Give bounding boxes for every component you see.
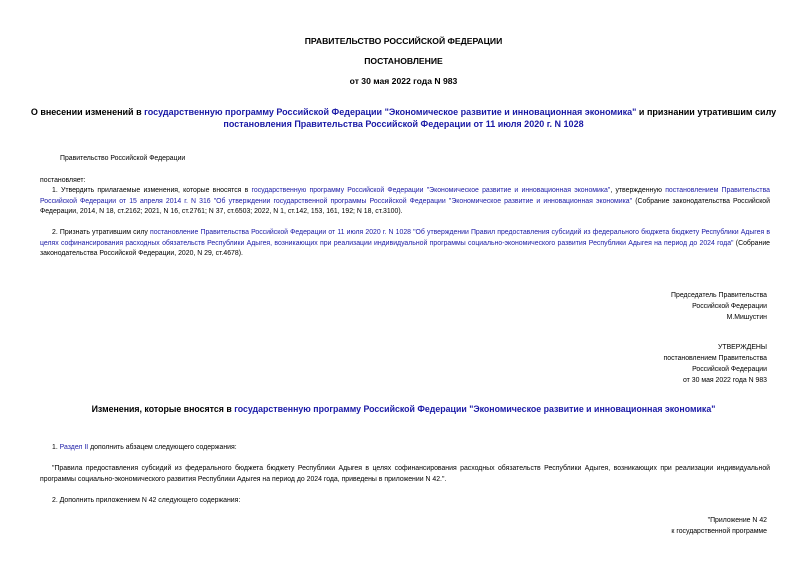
change-text: дополнить абзацем следующего содержания: (88, 444, 237, 451)
document-date-number: от 30 мая 2022 года N 983 (349, 76, 458, 86)
item-text: (Собрание законодательства Российской Федерации, 2014, N 18, ст.2162; 2021, N 16, ст.2761; N 37, ст.6503; 2022, N 1, ст.142, 153, 161, 192; N 18, ст.3100). (40, 197, 770, 215)
item1-link-program[interactable]: государственную программу Российской Федерации "Экономическое развитие и инновационная экономика" (251, 187, 611, 194)
title-link-program[interactable]: государственную программу Российской Федерации "Экономическое развитие и инновационная экономика" (144, 107, 637, 117)
signature-block (671, 290, 767, 323)
inserted-paragraph-quote: "Правила предоставления субсидий из федерального бюджета бюджету Республики Адыгея в целях софинансирования расходных обязательств Республики Адыгея, возникающих при реализации индивидуальной программы социально-экономического развития Республики Адыгея на период до 2024 года, приведены в приложении N 42.". (40, 465, 770, 483)
item2-link-resolution[interactable]: постановление Правительства Российской Федерации от 11 июля 2020 г. N 1028 "Об утверждении Правил предоставления субсидий из федерального бюджета бюджету Республики Адыгея в целях софинансирования расходных обязательств Республики Адыгея, возникающих при реализации индивидуальной программы социально-экономического развития Республики Адыгея на период до 2024 года" (40, 229, 770, 247)
changes-title-text: Изменения, которые вносятся в (91, 404, 235, 414)
item-text: 2. Признать утратившим силу (52, 229, 150, 236)
change-item-2: 2. Дополнить приложением N 42 следующего содержания: (52, 497, 241, 504)
document-title (30, 106, 777, 130)
changes-title (0, 404, 807, 414)
change-text: 1. (52, 444, 60, 451)
government-subject: Правительство Российской Федерации (60, 155, 186, 162)
title-text: О внесении изменений в (30, 107, 145, 117)
signature-line: Российской Федерации (692, 303, 767, 310)
appendix-line: к государственной программе (671, 528, 767, 535)
government-heading: ПРАВИТЕЛЬСТВО РОССИЙСКОЙ ФЕДЕРАЦИИ (304, 36, 503, 46)
signature-line: Председатель Правительства (671, 292, 767, 299)
signature-name: М.Мишустин (726, 314, 767, 321)
approval-block (664, 342, 768, 386)
approval-line: постановлением Правительства (663, 355, 767, 362)
appendix-header (671, 515, 767, 537)
section-ii-link[interactable]: Раздел II (59, 444, 89, 451)
title-text: и признании утратившим силу (636, 107, 777, 117)
decree-item-1 (40, 186, 770, 218)
title-link-resolution[interactable]: постановления Правительства Российской Федерации от 11 июля 2020 г. N 1028 (223, 119, 584, 129)
item-text: (Собрание законодательства Российской Федерации, 2020, N 29, ст.4678). (40, 239, 770, 257)
document-type-heading: ПОСТАНОВЛЕНИЕ (364, 56, 443, 66)
change-item-1 (52, 443, 237, 454)
decree-item-2 (40, 228, 770, 260)
appendix-line: "Приложение N 42 (707, 517, 767, 524)
approval-line: Российской Федерации (692, 366, 767, 373)
item-text: , утвержденную (610, 187, 666, 194)
approval-line: от 30 мая 2022 года N 983 (683, 377, 767, 384)
decides-label: постановляет: (40, 177, 86, 184)
approval-line: УТВЕРЖДЕНЫ (718, 344, 767, 351)
changes-title-link[interactable]: государственную программу Российской Федерации "Экономическое развитие и инновационная экономика" (234, 404, 716, 414)
item1-link-resolution[interactable]: постановлением Правительства Российской Федерации от 15 апреля 2014 г. N 316 "Об утверждении государственной программы Российской Федерации "Экономическое развитие и инновационная экономика" (40, 187, 770, 205)
item-text: 1. Утвердить прилагаемые изменения, которые вносятся в (52, 187, 252, 194)
